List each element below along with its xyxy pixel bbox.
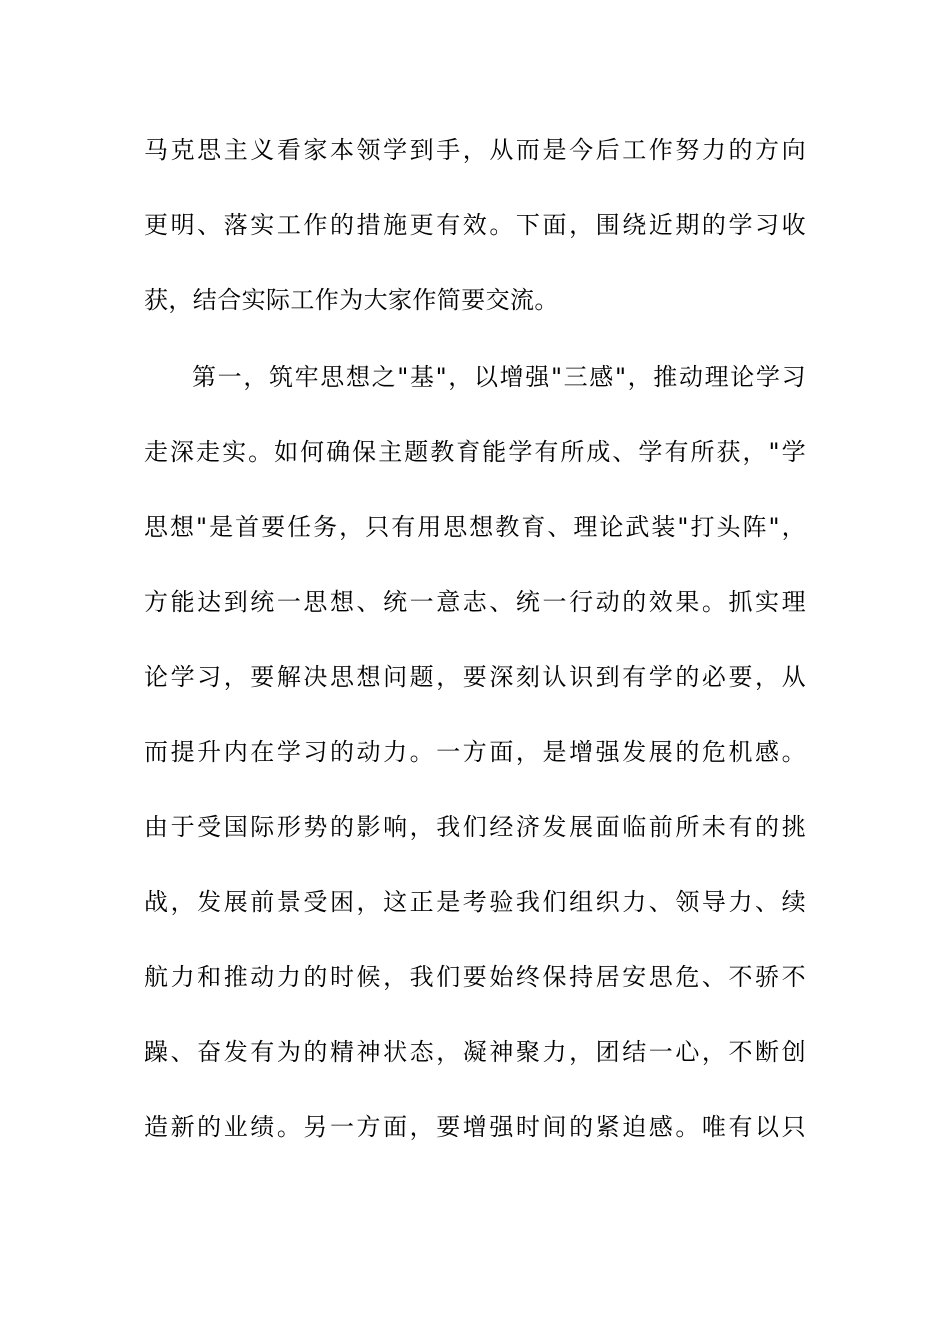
text-line-9: 而提升内在学习的动力。一方面，是增强发展的危机感。 — [144, 738, 806, 766]
text-line-13: 躁、奋发有为的精神状态，凝神聚力，团结一心，不断创 — [144, 1038, 806, 1066]
text-line-1: 马克思主义看家本领学到手，从而是今后工作努力的方向 — [144, 136, 806, 164]
text-line-8: 论学习，要解决思想问题，要深刻认识到有学的必要，从 — [144, 663, 806, 691]
text-line-2: 更明、落实工作的措施更有效。下面，围绕近期的学习收 — [144, 211, 806, 239]
text-line-5: 走深走实。如何确保主题教育能学有所成、学有所获，"学 — [144, 438, 806, 466]
text-line-10: 由于受国际形势的影响，我们经济发展面临前所未有的挑 — [144, 813, 806, 841]
text-line-14: 造新的业绩。另一方面，要增强时间的紧迫感。唯有以只 — [144, 1113, 806, 1141]
text-line-4: 第一，筑牢思想之"基"，以增强"三感"，推动理论学习 — [192, 363, 806, 391]
text-line-3: 获，结合实际工作为大家作简要交流。 — [144, 286, 559, 314]
text-line-6: 思想"是首要任务，只有用思想教育、理论武装"打头阵"， — [144, 513, 806, 541]
text-line-12: 航力和推动力的时候，我们要始终保持居安思危、不骄不 — [144, 963, 806, 991]
text-line-11: 战，发展前景受困，这正是考验我们组织力、领导力、续 — [144, 888, 806, 916]
text-line-7: 方能达到统一思想、统一意志、统一行动的效果。抓实理 — [144, 588, 806, 616]
